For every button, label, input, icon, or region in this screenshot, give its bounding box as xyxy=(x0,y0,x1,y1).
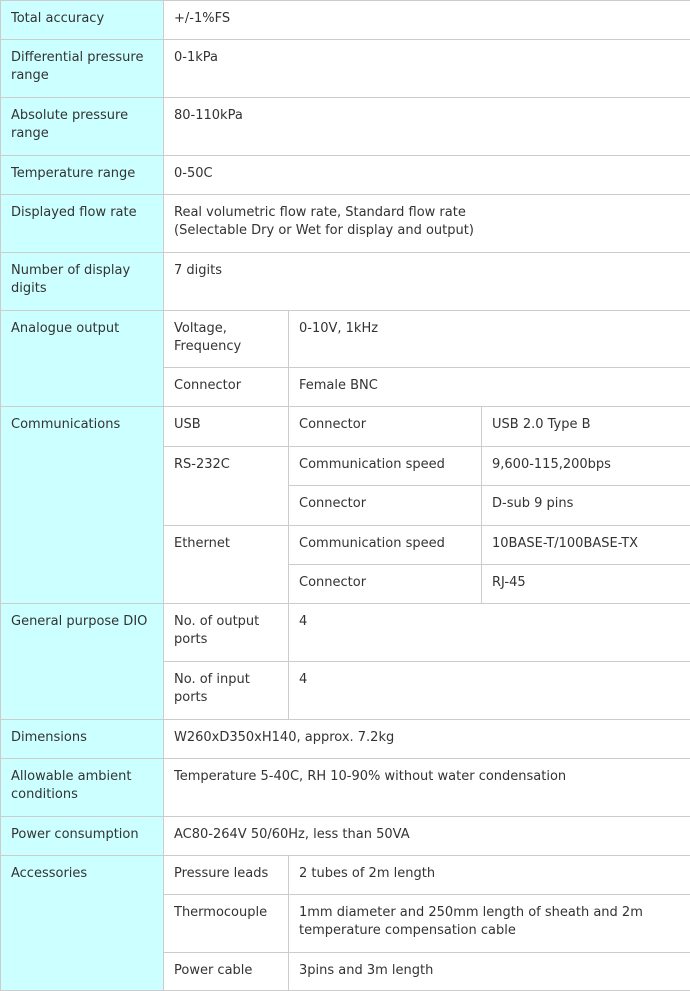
row-comms-usb xyxy=(1,407,690,447)
label-flow-rate: Displayed flow rate xyxy=(1,195,164,253)
label-usb: USB xyxy=(164,407,289,447)
label-display-digits: Number of display digits xyxy=(1,253,164,311)
value-total-accuracy: +/-1%FS xyxy=(164,1,690,40)
value-diff-pressure: 0-1kPa xyxy=(164,40,690,98)
value-voltage-frequency: 0-10V, 1kHz xyxy=(289,311,690,368)
value-ethernet-connector: RJ-45 xyxy=(482,565,690,604)
value-pressure-leads: 2 tubes of 2m length xyxy=(289,856,690,895)
label-temperature: Temperature range xyxy=(1,156,164,195)
label-communications: Communications xyxy=(1,407,164,604)
label-rs232-connector: Connector xyxy=(289,486,482,526)
label-usb-connector: Connector xyxy=(289,407,482,447)
label-general-purpose-dio: General purpose DIO xyxy=(1,604,164,720)
row-total-accuracy xyxy=(1,1,690,40)
label-total-accuracy: Total accuracy xyxy=(1,1,164,40)
value-usb-connector: USB 2.0 Type B xyxy=(482,407,690,447)
row-ambient xyxy=(1,759,690,817)
label-input-ports: No. of input ports xyxy=(164,662,289,720)
label-power-cable: Power cable xyxy=(164,953,289,991)
label-diff-pressure: Differential pressure range xyxy=(1,40,164,98)
label-rs232-speed: Communication speed xyxy=(289,447,482,486)
value-abs-pressure: 80-110kPa xyxy=(164,98,690,156)
row-flow-rate xyxy=(1,195,690,253)
row-dio-output xyxy=(1,604,690,662)
value-display-digits: 7 digits xyxy=(164,253,690,311)
row-power xyxy=(1,817,690,856)
label-pressure-leads: Pressure leads xyxy=(164,856,289,895)
row-temperature xyxy=(1,156,690,195)
label-abs-pressure: Absolute pressure range xyxy=(1,98,164,156)
label-thermocouple: Thermocouple xyxy=(164,895,289,953)
label-analogue-connector: Connector xyxy=(164,368,289,407)
label-accessories: Accessories xyxy=(1,856,164,991)
value-ethernet-speed: 10BASE-T/100BASE-TX xyxy=(482,526,690,565)
value-rs232-connector: D-sub 9 pins xyxy=(482,486,690,526)
row-display-digits xyxy=(1,253,690,311)
label-ethernet-connector: Connector xyxy=(289,565,482,604)
label-output-ports: No. of output ports xyxy=(164,604,289,662)
label-ethernet: Ethernet xyxy=(164,526,289,604)
value-analogue-connector: Female BNC xyxy=(289,368,690,407)
value-power-cable: 3pins and 3m length xyxy=(289,953,690,991)
label-ambient-conditions: Allowable ambient conditions xyxy=(1,759,164,817)
row-analogue-voltage xyxy=(1,311,690,368)
row-abs-pressure xyxy=(1,98,690,156)
label-power-consumption: Power consumption xyxy=(1,817,164,856)
value-dimensions: W260xD350xH140, approx. 7.2kg xyxy=(164,720,690,759)
label-voltage-frequency: Voltage, Frequency xyxy=(164,311,289,368)
label-rs232c: RS-232C xyxy=(164,447,289,526)
label-ethernet-speed: Communication speed xyxy=(289,526,482,565)
value-input-ports: 4 xyxy=(289,662,690,720)
value-ambient-conditions: Temperature 5-40C, RH 10-90% without water condensation xyxy=(164,759,690,817)
label-dimensions: Dimensions xyxy=(1,720,164,759)
label-analogue-output: Analogue output xyxy=(1,311,164,407)
row-accessories-leads xyxy=(1,856,690,895)
value-power-consumption: AC80-264V 50/60Hz, less than 50VA xyxy=(164,817,690,856)
value-flow-rate: Real volumetric flow rate, Standard flow rate (Selectable Dry or Wet for display and output) xyxy=(164,195,690,253)
row-dimensions xyxy=(1,720,690,759)
value-thermocouple: 1mm diameter and 250mm length of sheath and 2m temperature compensation cable xyxy=(289,895,690,953)
value-output-ports: 4 xyxy=(289,604,690,662)
row-diff-pressure xyxy=(1,40,690,98)
value-rs232-speed: 9,600-115,200bps xyxy=(482,447,690,486)
value-temperature: 0-50C xyxy=(164,156,690,195)
